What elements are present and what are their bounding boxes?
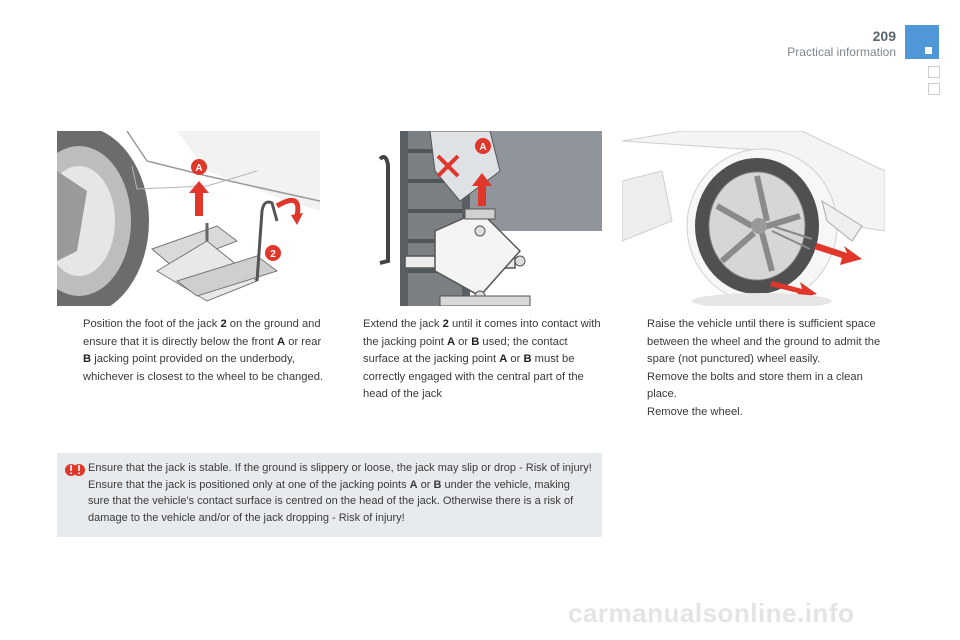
figure-label-2: 2 <box>270 249 276 260</box>
page-number: 209 <box>872 28 896 44</box>
figure-jack-positioning <box>57 131 320 306</box>
section-tab-marker <box>905 25 939 59</box>
figure-wheel-removal <box>622 131 885 306</box>
warning-text <box>88 460 593 526</box>
figure-label-a: A <box>479 142 487 153</box>
warning-box <box>57 453 602 537</box>
warning-icon <box>65 461 85 484</box>
section-title: Practical information <box>787 45 896 59</box>
step-raise-and-remove: Raise the vehicle until there is sufficient space between the wheel and the ground to admit the spare (not punctured) wheel easily. Remove the bolts and store them in a clean place. Remove the wheel. <box>647 318 881 418</box>
tab-dot <box>925 47 932 54</box>
figure-jack-extension <box>340 131 602 306</box>
tab-box-1 <box>928 66 940 78</box>
footer-watermark[interactable]: carmanualsonline.info <box>568 598 855 628</box>
step-position-jack: Position the foot of the jack 2 on the ground and ensure that it is directly below the front A or rear B jacking point provided on the underbody, whichever is closest to the wheel to be changed. <box>83 318 324 383</box>
tab-box-2 <box>928 83 940 95</box>
step-extend-jack: Extend the jack 2 until it comes into contact with the jacking point A or B used; the contact surface at the jacking point A or B must be correctly engaged with the central part of the head of the jack <box>363 318 601 400</box>
warning-line-positioning: Ensure that the jack is positioned only at one of the jacking points A or B under the vehicle, making sure that the vehicle's contact surface is centred on the head of the jack. Otherwise there is a risk of damage to the vehicle and/or of the jack dropping - Risk of injury! <box>88 478 574 524</box>
warning-line-stability: Ensure that the jack is stable. If the ground is slippery or loose, the jack may slip or drop - Risk of injury! <box>88 462 592 474</box>
figure-label-a: A <box>195 163 203 174</box>
